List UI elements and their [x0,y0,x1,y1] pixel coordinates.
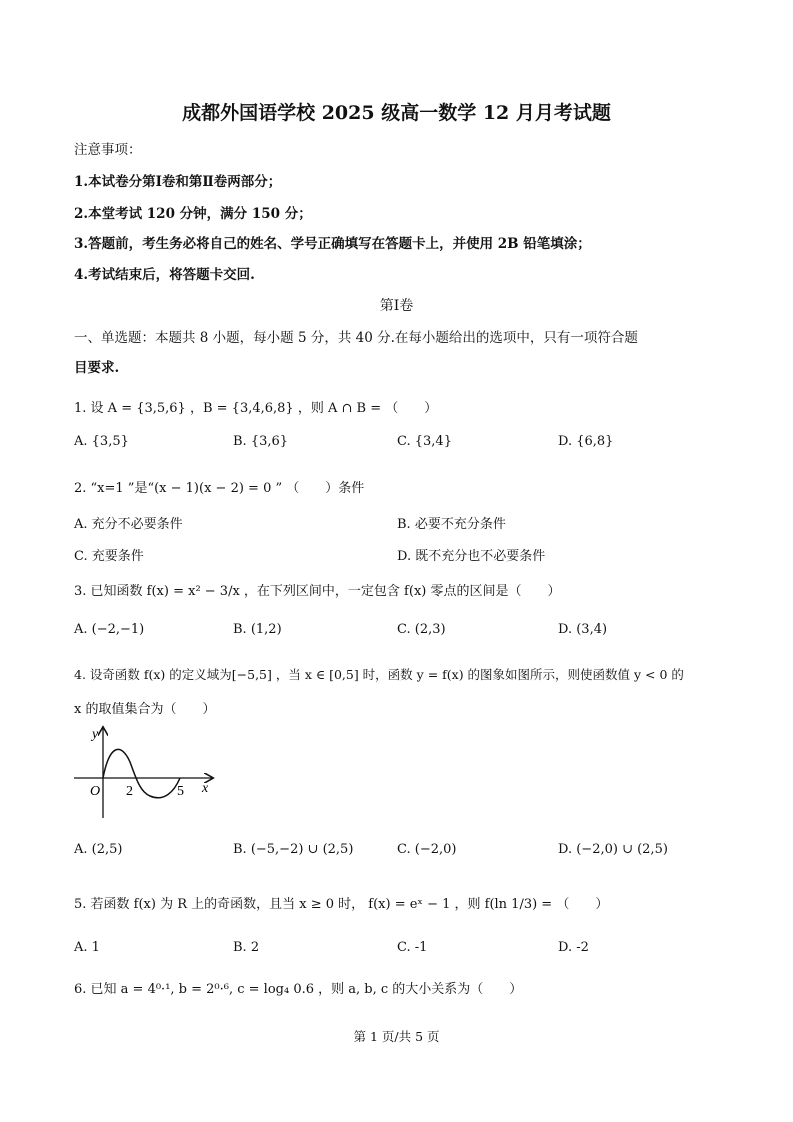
option: C. -1 [397,940,428,955]
origin-label: O [90,784,101,799]
option: A. 1 [74,940,100,955]
page-footer: 第 1 页/共 5 页 [353,1029,440,1044]
option: D. -2 [558,940,589,955]
function-curve [103,749,180,797]
option: B. (1,2) [233,622,282,637]
notes-heading: 注意事项： [74,142,142,158]
option: B. {3,6} [233,434,289,449]
function-graph [70,722,220,822]
tick-label: 2 [126,784,133,799]
option: C. 充要条件 [74,549,144,564]
option: C. {3,4} [397,434,452,449]
note-item: 3.答题前，考生务必将自己的姓名、学号正确填写在答题卡上，并使用 2B 铅笔填涂； [74,236,591,252]
section-instruction: 目要求. [74,360,120,376]
y-axis-label: y [92,727,99,742]
question-stem: 5. 若函数 f(x) 为 R 上的奇函数，且当 x ≥ 0 时， f(x) = eˣ − 1 ，则 f(ln 1/3) = （ ） [74,897,609,912]
note-item: 4.考试结束后，将答题卡交回. [74,267,255,283]
option: D. {6,8} [558,434,614,449]
option: B. (−5,−2) ∪ (2,5) [233,842,354,857]
question-stem: 3. 已知函数 f(x) = x² − 3/x ，在下列区间中，一定包含 f(x) 零点的区间是（ ） [74,584,561,599]
question-stem: 1. 设 A = {3,5,6} ，B = {3,4,6,8} ，则 A ∩ B = （ ） [74,401,438,416]
note-item: 2.本堂考试 120 分钟，满分 150 分； [74,206,312,222]
x-axis-label: x [202,781,209,796]
question-stem: 2. “x=1 ”是“(x − 1)(x − 2) = 0 ” （ ）条件 [74,481,365,496]
option: A. {3,5} [74,434,129,449]
option: B. 必要不充分条件 [397,517,506,532]
option: D. 既不充分也不必要条件 [397,549,546,564]
option: D. (3,4) [558,622,608,637]
option: C. (−2,0) [397,842,457,857]
section-instruction: 一、单选题：本题共 8 小题，每小题 5 分，共 40 分.在每小题给出的选项中，只有一项符合题 [74,330,638,346]
option: C. (2,3) [397,622,446,637]
question-stem: 4. 设奇函数 f(x) 的定义域为[−5,5] ，当 x ∈ [0,5] 时，函数 y = f(x) 的图象如图所示，则使函数值 y < 0 的 [74,667,684,682]
option: B. 2 [233,940,260,955]
option: A. (−2,−1) [74,622,145,637]
option: A. 充分不必要条件 [74,517,183,532]
note-item: 1.本试卷分第Ⅰ卷和第Ⅱ卷两部分； [74,174,282,190]
option: A. (2,5) [74,842,123,857]
question-stem: 6. 已知 a = 4⁰·¹, b = 2⁰·⁶, c = log₄ 0.6 ，则 a, b, c 的大小关系为（ ） [74,982,523,997]
option: D. (−2,0) ∪ (2,5) [558,842,668,857]
tick-label: 5 [177,784,184,799]
question-stem: x 的取值集合为（ ） [74,702,216,717]
page-title: 成都外国语学校 2025 级高一数学 12 月月考试题 [182,102,611,124]
section-title: 第Ⅰ卷 [379,298,414,314]
